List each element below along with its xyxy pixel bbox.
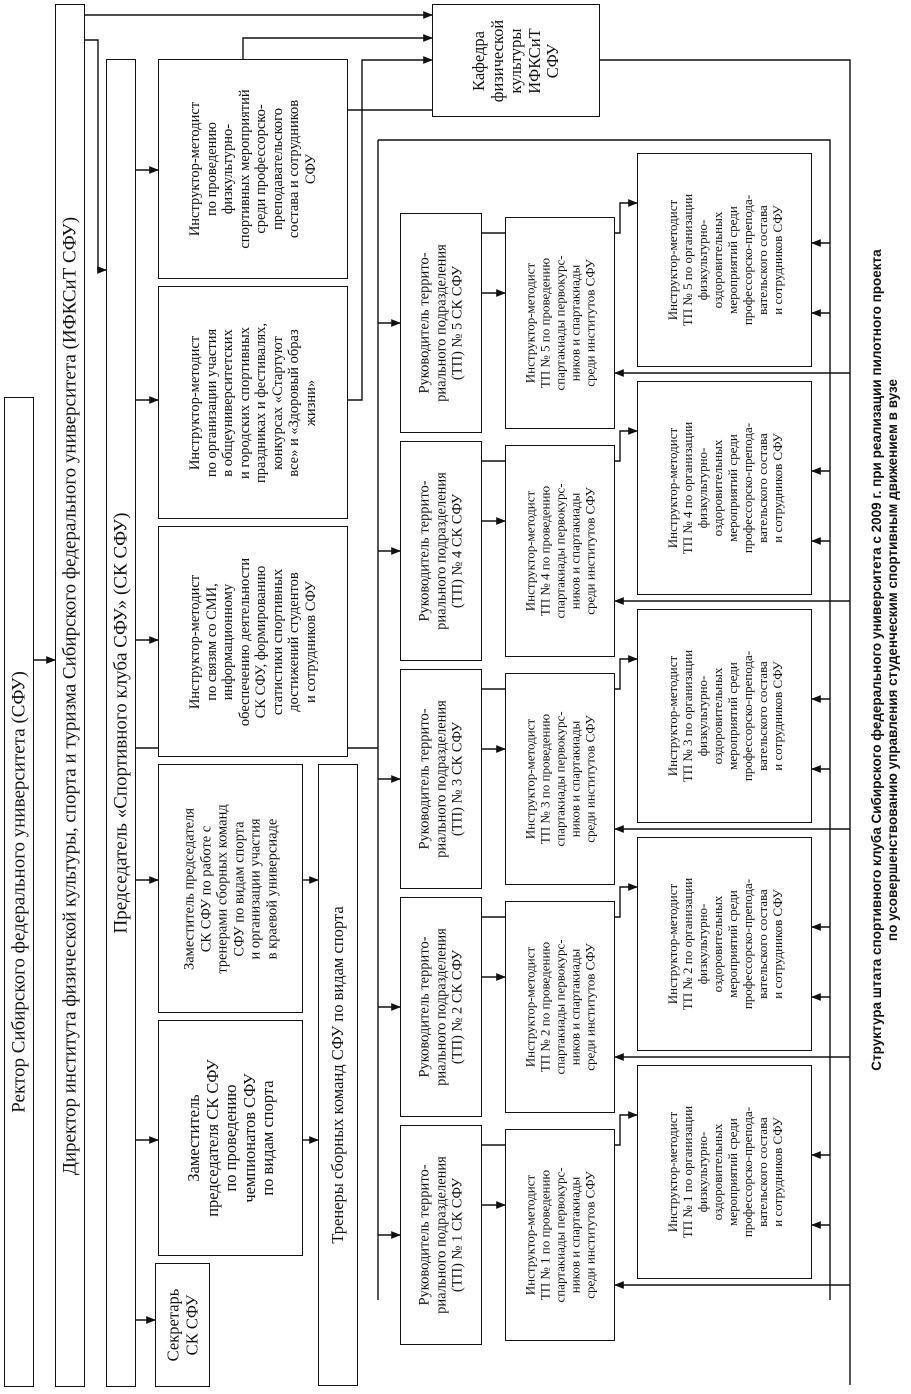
staff-methodist-box [158, 59, 348, 279]
caption-line-1: Структура штата спортивного клуба Сибирского федерального университета с 2009 г. при реализации пилотного проекта [869, 249, 884, 1071]
unit-2-staff-methodist-box [637, 837, 812, 1051]
unit-2-student-methodist-box [505, 901, 615, 1113]
deputy-teams-label: Заместитель председателя СК СФУ по работе с тренерами сборных команд СФУ по видам спорта и организации участия в краевой универсиаде [181, 803, 280, 974]
secretary-box [155, 1263, 210, 1387]
staff-methodist-label: Инструктор-методист по проведению физкультурно- спортивных мероприятий среди профессорско- преподавательского состава и сотрудников СФУ [187, 89, 319, 249]
director-label: Директор института физической культуры, спорта и туризма Сибирского федерального университета (ИФКСиТ СФУ) [59, 216, 81, 1175]
unit-4-student-methodist-box [505, 445, 615, 657]
unit-4-head-label: Руководитель террито- риального подразделения (ТП) № 4 СК СФУ [416, 472, 466, 630]
chairman-box [106, 59, 136, 1387]
unit-5-staff-methodist-label: Инструктор-методист ТП № 5 по организации физкультурно- оздоровительных мероприятий среди профессорско-препода- вательского состава и сотрудников СФУ [664, 193, 785, 327]
unit-1-staff-methodist-box [637, 1065, 812, 1279]
caption-line-2: по усовершенствованию управления студенческим спортивным движением в вузе [885, 378, 900, 942]
department-box [432, 4, 600, 117]
department-label: Кафедра физической культуры ИФКСиТ СФУ [468, 19, 562, 102]
unit-5-student-methodist-box [505, 217, 615, 429]
unit-1-student-methodist-box [505, 1129, 615, 1341]
unit-2-head-box [400, 897, 482, 1117]
events-methodist-label: Инструктор-методист по организации участия в общеуниверситетских и городских спортивных праздниках и фестивалях, конкурсах «Стартуют все» и «Здоровый образ жизни» [187, 322, 319, 483]
unit-1-head-box [400, 1125, 482, 1345]
director-box [55, 4, 85, 1387]
events-methodist-box [158, 286, 348, 519]
figure-caption [869, 249, 901, 1070]
deputy-championships-label: Заместитель председателя СК СФУ по проведению чемпионатов СФУ по видам спорта [183, 1059, 277, 1217]
unit-5-head-label: Руководитель террито- риального подразделения (ТП) № 5 СК СФУ [416, 244, 466, 402]
connector-3 [85, 40, 106, 270]
unit-3-head-label: Руководитель террито- риального подразделения (ТП) № 3 СК СФУ [416, 700, 466, 858]
connector-22 [243, 38, 432, 59]
unit-3-student-methodist-label: Инструктор-методист ТП № 3 по проведению спартакиады первокурс- ников и спартакиады среди институтов СФУ [522, 711, 598, 847]
unit-1-staff-methodist-label: Инструктор-методист ТП № 1 по организации физкультурно- оздоровительных мероприятий среди профессорско-препода- вательского состава и сотрудников СФУ [664, 1105, 785, 1239]
rector-box [4, 397, 34, 1387]
unit-4-student-methodist-label: Инструктор-методист ТП № 4 по проведению спартакиады первокурс- ников и спартакиады среди институтов СФУ [522, 483, 598, 619]
unit-4-head-box [400, 441, 482, 661]
unit-4-staff-methodist-box [637, 381, 812, 595]
unit-3-head-box [400, 669, 482, 889]
unit-2-student-methodist-label: Инструктор-методист ТП № 2 по проведению спартакиады первокурс- ников и спартакиады среди институтов СФУ [522, 939, 598, 1075]
unit-3-student-methodist-box [505, 673, 615, 885]
unit-1-head-label: Руководитель террито- риального подразделения (ТП) № 1 СК СФУ [416, 1156, 466, 1314]
unit-1-student-methodist-label: Инструктор-методист ТП № 1 по проведению спартакиады первокурс- ников и спартакиады среди институтов СФУ [522, 1167, 598, 1303]
deputy-teams-box [158, 764, 303, 1013]
rector-label: Ректор Сибирского федерального университета (СФУ) [8, 671, 30, 1113]
unit-3-staff-methodist-label: Инструктор-методист ТП № 3 по организации физкультурно- оздоровительных мероприятий среди профессорско-препода- вательского состава и сотрудников СФУ [664, 649, 785, 783]
coaches-label: Тренеры сборных команд СФУ по видам спорта [327, 906, 347, 1244]
unit-3-staff-methodist-box [637, 609, 812, 823]
unit-2-head-label: Руководитель террито- риального подразделения (ТП) № 2 СК СФУ [416, 928, 466, 1086]
chairman-label: Председатель «Спортивного клуба СФУ» (СК СФУ) [110, 512, 132, 934]
secretary-label: Секретарь СК СФУ [163, 1288, 201, 1362]
deputy-championships-box [158, 1020, 303, 1256]
unit-5-student-methodist-label: Инструктор-методист ТП № 5 по проведению спартакиады первокурс- ников и спартакиады среди институтов СФУ [522, 255, 598, 391]
media-methodist-box [158, 526, 348, 757]
unit-2-staff-methodist-label: Инструктор-методист ТП № 2 по организации физкультурно- оздоровительных мероприятий среди профессорско-препода- вательского состава и сотрудников СФУ [664, 877, 785, 1011]
unit-5-staff-methodist-box [637, 153, 812, 367]
media-methodist-label: Инструктор-методист по связям со СМИ, информационному обеспечению деятельности СК СФУ, формированию статистики спортивных достижений студентов и сотрудников СФУ [187, 557, 319, 726]
unit-4-staff-methodist-label: Инструктор-методист ТП № 4 по организации физкультурно- оздоровительных мероприятий среди профессорско-препода- вательского состава и сотрудников СФУ [664, 421, 785, 555]
coaches-box [318, 764, 358, 1386]
unit-5-head-box [400, 213, 482, 433]
